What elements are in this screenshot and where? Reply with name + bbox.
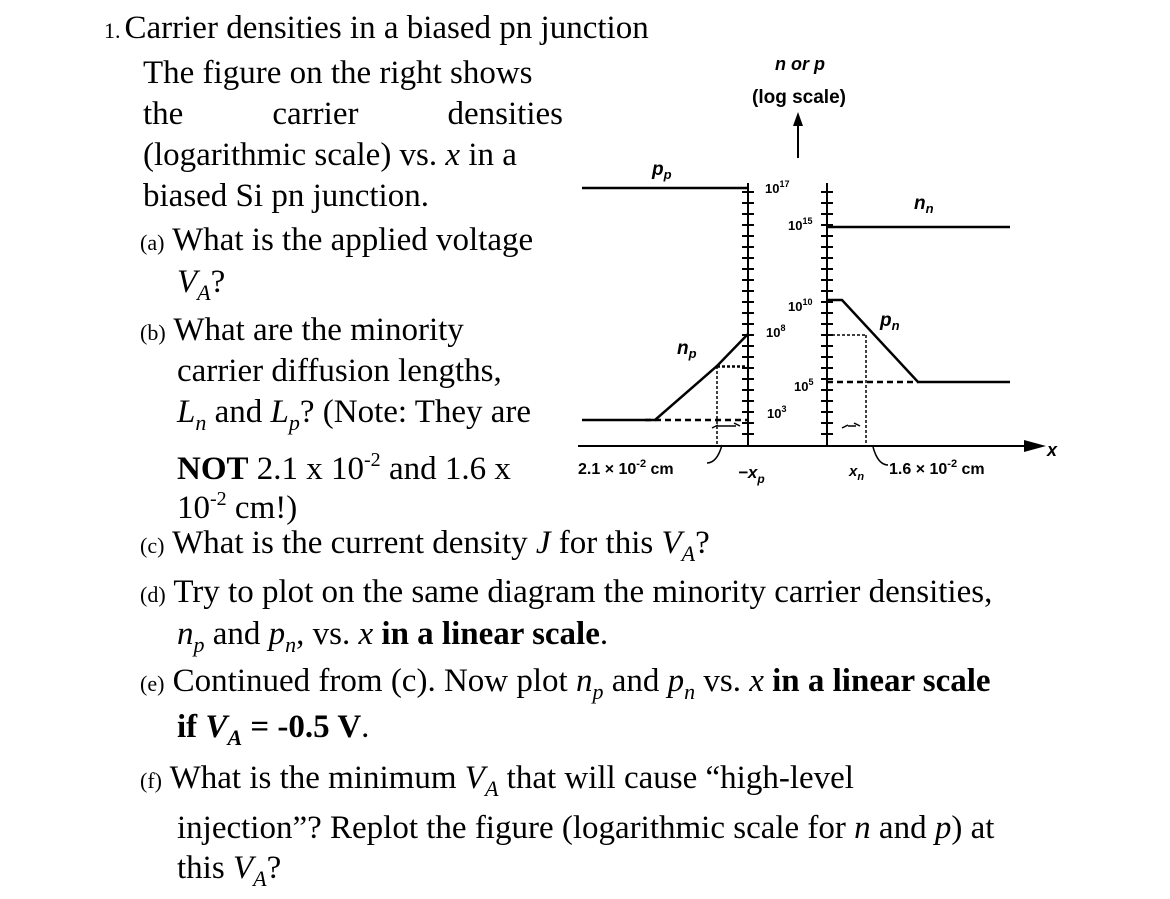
part-f-label: (f) [140, 768, 162, 793]
left-depletion-edge [742, 183, 754, 446]
tick-1e17: $10^{17}$ [765, 179, 790, 196]
left-length-leader [707, 445, 722, 463]
np-curve [582, 334, 748, 420]
part-b-line-5: $10^{-2}$ cm!) [177, 488, 298, 526]
tick-1e3: $10^3$ [767, 404, 787, 421]
part-e-label: (e) [140, 671, 165, 696]
np-dotted-guide-h [717, 366, 748, 367]
part-b-line-2: carrier diffusion lengths, [177, 353, 502, 389]
part-b-label: (b) [140, 320, 166, 345]
part-e-line-1: (e) Continued from (c). Now plot $n_p$ and $p_n$ vs. x in a linear scale [140, 663, 991, 704]
part-a-label: (a) [140, 230, 165, 255]
xp-label: $-x_p$ [738, 463, 765, 486]
nn-label: $n_n$ [914, 193, 934, 216]
intro-line-3: (logarithmic scale) vs. x in a [143, 137, 517, 173]
left-dimension-marker [712, 423, 740, 428]
part-a-text: What is the applied voltage [172, 222, 534, 258]
tick-1e10: $10^{10}$ [788, 297, 813, 314]
part-d-line-2: $n_p$ and $p_n$, vs. x in a linear scale. [177, 616, 609, 657]
tick-1e8: $10^8$ [766, 323, 786, 340]
y-axis-label-line1: n or p [775, 54, 825, 74]
part-b-line-1 [140, 310, 464, 353]
intro-line-2 [143, 94, 563, 134]
part-b-line-3: $L_n$ and $L_p$? (Note: They are [177, 394, 532, 435]
part-d-label: (d) [140, 582, 166, 607]
y-axis-label-line2: (log scale) [752, 87, 846, 108]
part-b-line-4: NOT 2.1 x $10^{-2}$ and 1.6 x [177, 449, 511, 487]
right-depletion-edge [821, 183, 833, 446]
intro-line-1: The figure on the right shows [143, 55, 533, 91]
np-label: $n_p$ [677, 338, 697, 361]
x-axis-label: x [1047, 440, 1058, 460]
part-b-text: What are the minority [173, 312, 464, 348]
tick-1e15: $10^{15}$ [788, 216, 813, 233]
intro-word: the [143, 96, 184, 132]
part-f-line-1: (f) What is the minimum $V_A$ that will cause “high-level [140, 760, 854, 801]
right-length-label: $1.6 \times 10^{-2}$ cm [889, 458, 985, 478]
pp-label: $p_p$ [652, 159, 672, 182]
pn-curve [827, 300, 1010, 382]
problem-title-line [104, 8, 649, 48]
tick-1e5: $10^5$ [794, 377, 814, 394]
right-length-leader [873, 447, 888, 465]
part-a-line-1 [140, 220, 533, 263]
part-e-line-2: if $V_A = -0.5$ V. [177, 709, 370, 750]
part-d-text: Try to plot on the same diagram the minority carrier densities, [173, 574, 993, 610]
problem-number: 1. [104, 18, 121, 43]
part-c-label: (c) [140, 533, 165, 558]
part-f-line-2: injection”? Replot the figure (logarithmic scale for n and p) at [177, 810, 995, 846]
intro-word: densities [447, 96, 563, 132]
left-length-label: $2.1 \times 10^{-2}$ cm [578, 458, 674, 478]
x-axis-arrow-head [1024, 440, 1046, 452]
problem-title: Carrier densities in a biased pn junction [124, 10, 649, 46]
intro-line-4: biased Si pn junction. [143, 178, 429, 214]
xn-label: $x_n$ [849, 463, 865, 483]
pn-label: $p_n$ [880, 310, 900, 333]
right-dimension-marker [842, 423, 860, 428]
carrier-density-figure [570, 50, 1065, 500]
part-d-line-1 [140, 572, 992, 615]
y-axis-arrow-head [793, 112, 803, 126]
part-c-line: (c) What is the current density J for this $V_A$? [140, 525, 710, 566]
part-a-line-2: $V_A$? [177, 264, 226, 305]
intro-word: carrier [272, 96, 359, 132]
part-f-line-3: this $V_A$? [177, 850, 282, 891]
